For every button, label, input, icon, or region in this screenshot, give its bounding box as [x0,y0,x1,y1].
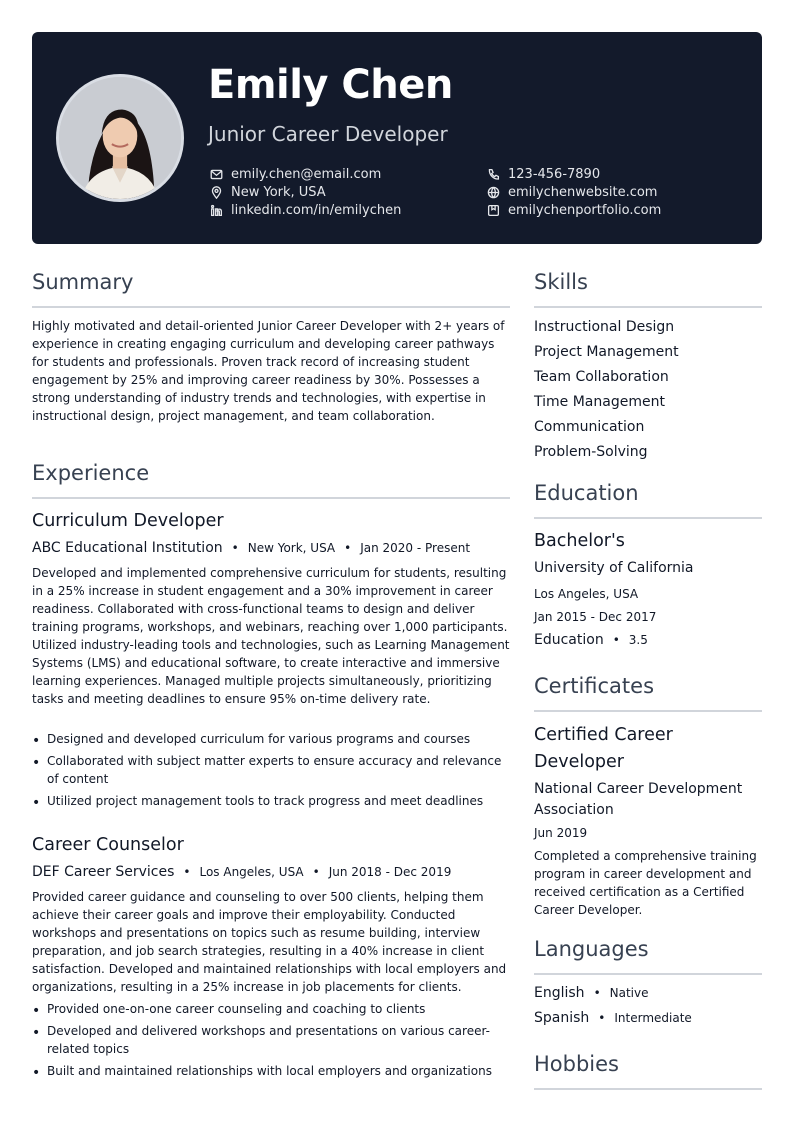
job-company: DEF Career Services [32,864,175,880]
contact-email[interactable] [208,165,381,183]
job-meta [32,540,470,556]
certificate-description: Completed a comprehensive training program in career development and received certification as a Certified Career Developer. [534,849,757,917]
education-location: Los Angeles, USA [534,587,639,601]
list-item: • Collaborated with subject matter experts to ensure accuracy and relevance of content [32,752,510,788]
contact-website-text: emilychenwebsite.com [508,184,658,200]
candidate-name: Emily Chen [208,62,453,108]
skills-heading: Skills [534,270,588,294]
language-name: English [534,985,585,1001]
separator-dot: • [183,865,191,879]
list-item: • Developed and delivered workshops and presentations on various career-related topics [32,1022,510,1058]
education-divider [534,517,762,519]
contact-linkedin-text: linkedin.com/in/emilychen [231,202,402,218]
job-company: ABC Educational Institution [32,540,223,556]
skill-item: Project Management [534,344,679,360]
contact-portfolio[interactable] [485,201,661,219]
hobbies-heading: Hobbies [534,1052,619,1076]
job-dates: Jun 2018 - Dec 2019 [328,865,452,879]
list-item: • Utilized project management tools to track progress and meet deadlines [32,792,510,810]
certificate-date: Jun 2019 [534,826,588,840]
separator-dot: • [593,986,601,1000]
job-description: Provided career guidance and counseling to over 500 clients, helping them achieve their career goals and improve their employability. Conducted workshops and presentations on topics such as resume building, interview preparation, and job search strategies, resulting in a 40% increase in client satisfaction. Developed and maintained relationships with local employers and organizations, resulting in a 25% increase in job placements for clients. [32,890,507,994]
job-dates: Jan 2020 - Present [360,541,471,555]
skills-divider [534,306,762,308]
skill-item: Team Collaboration [534,369,669,385]
education-heading: Education [534,481,639,505]
contact-phone[interactable] [485,165,600,183]
mail-icon [208,166,224,182]
phone-icon [485,166,501,182]
job-location: Los Angeles, USA [199,865,304,879]
certificate-name: Certified Career Developer [534,725,673,772]
job-meta [32,864,451,880]
job-location: New York, USA [247,541,336,555]
portfolio-icon [485,202,501,218]
experience-divider [32,497,510,499]
separator-dot: • [598,1011,606,1025]
job-bullets [32,730,510,814]
skills-list [534,316,679,466]
certificates-divider [534,710,762,712]
contact-portfolio-text: emilychenportfolio.com [508,202,662,218]
globe-icon [485,184,501,200]
skill-item: Instructional Design [534,319,675,335]
contact-linkedin[interactable] [208,201,401,219]
language-item [534,985,649,1001]
job-title: Curriculum Developer [32,511,224,531]
job-description: Developed and implemented comprehensive curriculum for students, resulting in a 25% increase in student engagement and a 30% improvement in career readiness. Collaborated with cross-functional teams to design and deliver training programs, workshops, and webinars, reaching over 1,000 participants. Utilized industry-leading tools and technologies, such as Learning Management Systems (LMS) and educational software, to create interactive and immersive learning experiences. Managed multiple projects simultaneously, prioritizing tasks and meeting deadlines to ensure 95% on-time delivery rate. [32,566,510,706]
linkedin-icon [208,202,224,218]
contact-location-text: New York, USA [231,184,326,200]
separator-dot: • [612,633,620,647]
languages-heading: Languages [534,937,649,961]
education-field-gpa [534,632,648,648]
list-item: • Provided one-on-one career counseling and coaching to clients [32,1000,510,1018]
skill-item: Problem-Solving [534,444,648,460]
language-name: Spanish [534,1010,590,1026]
summary-heading: Summary [32,270,134,294]
contact-phone-text: 123-456-7890 [508,166,601,182]
job-title: Career Counselor [32,835,184,855]
contact-location [208,183,326,201]
language-level: Native [609,986,649,1000]
profile-photo [56,74,184,202]
education-school: University of California [534,560,694,576]
summary-divider [32,306,510,308]
list-item: • Built and maintained relationships with local employers and organizations [32,1062,510,1080]
contact-website[interactable] [485,183,657,201]
skill-item: Communication [534,419,645,435]
profile-photo-illustration [59,77,181,199]
summary-text: Highly motivated and detail-oriented Junior Career Developer with 2+ years of experience in creating engaging curriculum and developing career pathways for students and professionals. Proven track record of increasing student engagement by 25% and improving career readiness by 30%. Possesses a strong understanding of industry trends and technologies, with expertise in instructional design, project management, and team collaboration. [32,319,505,423]
education-dates: Jan 2015 - Dec 2017 [534,610,657,624]
job-bullets [32,1000,510,1084]
certificate-issuer: National Career Development Association [534,781,743,818]
hobbies-divider [534,1088,762,1090]
candidate-title: Junior Career Developer [208,122,448,146]
languages-divider [534,973,762,975]
resume-header [32,32,762,244]
map-pin-icon [208,184,224,200]
education-field: Education [534,632,604,648]
education-gpa: 3.5 [628,633,648,647]
education-degree: Bachelor's [534,531,625,551]
separator-dot: • [231,541,239,555]
contact-email-text: emily.chen@email.com [231,166,382,182]
certificates-heading: Certificates [534,674,655,698]
list-item: • Designed and developed curriculum for various programs and courses [32,730,510,748]
skill-item: Time Management [534,394,665,410]
separator-dot: • [312,865,320,879]
separator-dot: • [344,541,352,555]
language-level: Intermediate [614,1011,692,1025]
experience-heading: Experience [32,461,150,485]
language-item [534,1010,692,1026]
